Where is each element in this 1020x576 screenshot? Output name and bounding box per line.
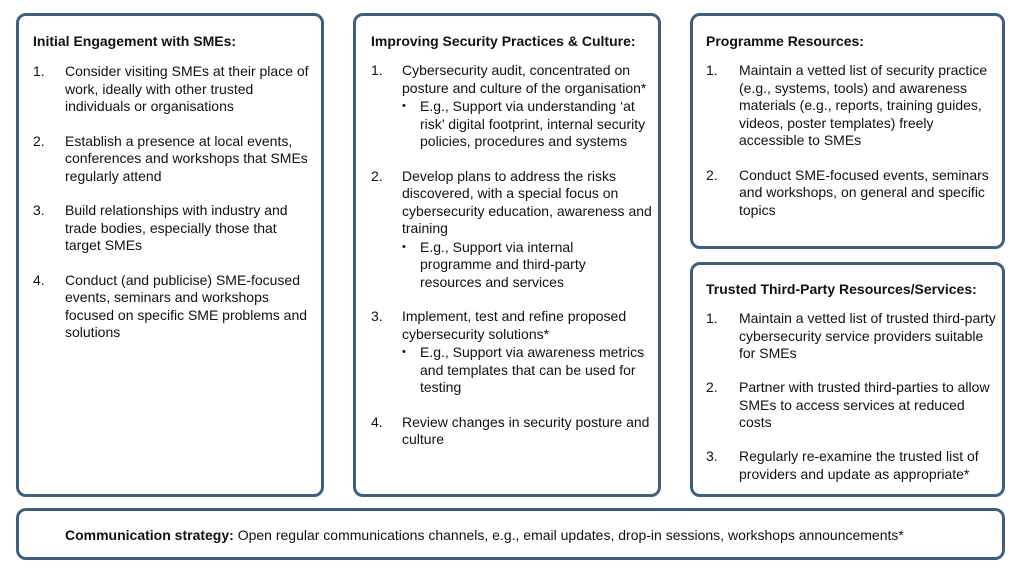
initial-engagement-box — [16, 13, 324, 497]
programme-resources-list — [706, 62, 1002, 236]
item-text: Establish a presence at local events, conferences and workshops that SMEs regularly attend — [65, 132, 308, 184]
item-text: Review changes in security posture and culture — [402, 413, 650, 447]
bullet-dot-icon: • — [402, 346, 406, 358]
item-text: Cybersecurity audit, concentrated on posture and culture of the organisation* — [402, 62, 647, 96]
list-item — [33, 133, 315, 186]
list-item — [33, 272, 315, 342]
item-text: Conduct SME-focused events, seminars and workshops, on general and specific topics — [739, 166, 989, 218]
list-item — [706, 379, 1001, 432]
item-number: 3. — [33, 202, 45, 218]
initial-engagement-title: Initial Engagement with SMEs: — [33, 33, 237, 49]
item-text: Develop plans to address the risks discovered, with a special focus on cybersecurity education, awareness and training — [402, 167, 652, 236]
item-number: 3. — [371, 308, 383, 324]
item-number: 4. — [33, 271, 45, 288]
item-number: 2. — [706, 379, 718, 395]
item-text: Maintain a vetted list of trusted third-party cybersecurity service providers suitable for SMEs — [739, 310, 996, 361]
item-number: 4. — [371, 413, 383, 430]
item-text: Consider visiting SMEs at their place of work, ideally with other trusted individuals or organisations — [65, 63, 309, 114]
item-number: 1. — [33, 63, 45, 79]
item-number: 2. — [371, 167, 383, 184]
list-item — [371, 414, 652, 449]
list-item — [371, 308, 652, 397]
list-item — [706, 448, 1001, 483]
item-text: Regularly re-examine the trusted list of providers and update as appropriate* — [739, 448, 979, 482]
communication-strategy-label: Communication strategy: — [65, 527, 234, 543]
item-text: Partner with trusted third-parties to allow SMEs to access services at reduced costs — [739, 379, 990, 430]
list-item — [33, 202, 315, 255]
sub-bullet-text: E.g., Support via understanding ‘at risk’ digital footprint, internal security policies, procedures and systems — [420, 98, 646, 149]
list-item — [33, 63, 315, 116]
list-item — [706, 167, 989, 220]
list-item — [706, 62, 989, 150]
sub-bullet-text: E.g., Support via internal programme and third-party resources and services — [420, 238, 586, 290]
item-number: 2. — [706, 166, 718, 183]
security-practices-title: Improving Security Practices & Culture: — [371, 33, 636, 49]
initial-engagement-list — [33, 63, 321, 359]
programme-resources-title: Programme Resources: — [706, 33, 864, 49]
bullet-dot-icon: • — [402, 240, 406, 253]
sub-bullet — [402, 239, 648, 292]
item-text: Implement, test and refine proposed cybersecurity solutions* — [402, 308, 627, 342]
security-practices-box — [353, 13, 661, 497]
programme-resources-box — [690, 13, 1005, 249]
list-item — [371, 168, 652, 292]
third-party-services-box — [690, 262, 1005, 497]
third-party-services-list — [706, 310, 1002, 500]
security-practices-list — [371, 62, 658, 466]
list-item — [371, 62, 652, 151]
sub-bullet — [402, 98, 648, 151]
item-number: 1. — [706, 62, 718, 78]
item-text: Build relationships with industry and trade bodies, especially those that target SMEs — [65, 202, 288, 253]
item-text: Maintain a vetted list of security practice (e.g., systems, tools) and awareness materials (e.g., reports, training guides, videos, poster templates) freely accessible to SMEs — [739, 62, 988, 148]
sub-bullet-text: E.g., Support via awareness metrics and templates that can be used for testing — [420, 344, 645, 395]
communication-strategy-box — [16, 508, 1005, 560]
communication-strategy-text: Open regular communications channels, e.g., email updates, drop-in sessions, workshops announcements* — [233, 527, 904, 543]
item-number: 2. — [33, 132, 45, 149]
communication-strategy-line — [65, 526, 904, 544]
bullet-dot-icon: • — [402, 100, 406, 112]
third-party-services-title: Trusted Third-Party Resources/Services: — [706, 281, 977, 297]
list-item — [706, 310, 1001, 363]
item-text: Conduct (and publicise) SME-focused events, seminars and workshops focused on specific SME problems and solutions — [65, 271, 308, 340]
item-number: 3. — [706, 448, 718, 464]
item-number: 1. — [706, 310, 718, 326]
sub-bullet — [402, 344, 648, 397]
item-number: 1. — [371, 62, 383, 78]
